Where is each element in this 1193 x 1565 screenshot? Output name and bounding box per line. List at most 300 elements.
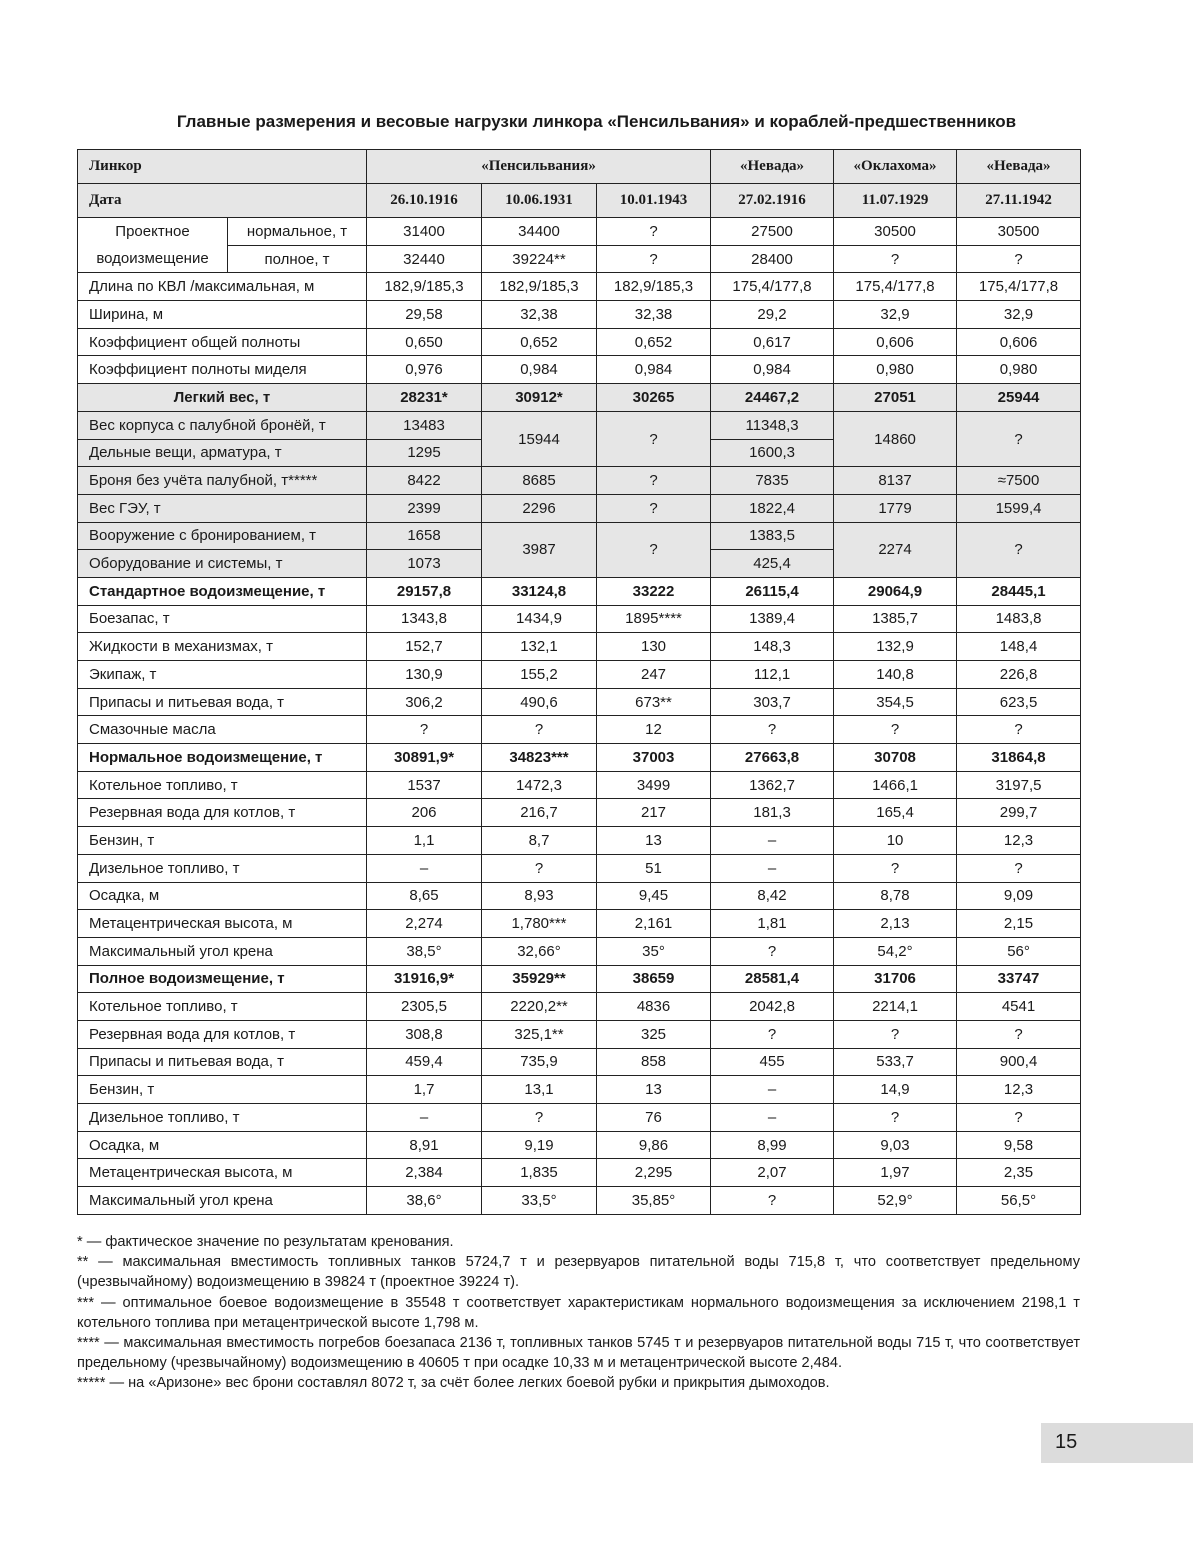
table-cell: – xyxy=(711,854,834,882)
table-cell: 8422 xyxy=(367,467,482,495)
table-cell: 56° xyxy=(957,937,1081,965)
table-row xyxy=(78,467,1081,495)
table-cell: 30500 xyxy=(834,218,957,246)
table-cell: 32,38 xyxy=(597,301,711,329)
table-cell: ? xyxy=(711,1187,834,1215)
table-cell: 26115,4 xyxy=(711,577,834,605)
row-label: Резервная вода для котлов, т xyxy=(78,799,367,827)
table-cell: 1599,4 xyxy=(957,494,1081,522)
table-cell: ? xyxy=(834,245,957,273)
table-cell: 32,9 xyxy=(834,301,957,329)
table-cell: 1385,7 xyxy=(834,605,957,633)
table-cell: 27500 xyxy=(711,218,834,246)
table-cell: ? xyxy=(957,854,1081,882)
table-cell: 2,07 xyxy=(711,1159,834,1187)
row-label: Метацентрическая высота, м xyxy=(78,910,367,938)
row-label: Бензин, т xyxy=(78,1076,367,1104)
table-cell: 673** xyxy=(597,688,711,716)
table-cell: 8,93 xyxy=(482,882,597,910)
table-cell: 9,86 xyxy=(597,1131,711,1159)
table-cell: ? xyxy=(597,467,711,495)
table-cell: 25944 xyxy=(957,384,1081,412)
header-row-dates xyxy=(78,184,1081,218)
table-cell: 35929** xyxy=(482,965,597,993)
table-cell: 0,650 xyxy=(367,328,482,356)
table-cell: 247 xyxy=(597,661,711,689)
table-cell: 1,1 xyxy=(367,827,482,855)
table-cell: 490,6 xyxy=(482,688,597,716)
table-cell: 54,2° xyxy=(834,937,957,965)
table-cell: 2,161 xyxy=(597,910,711,938)
table-row xyxy=(78,1159,1081,1187)
row-label: Максимальный угол крена xyxy=(78,1187,367,1215)
table-row xyxy=(78,273,1081,301)
table-cell: 1466,1 xyxy=(834,771,957,799)
table-cell: 0,617 xyxy=(711,328,834,356)
table-row xyxy=(78,522,1081,550)
row-label: Стандартное водоизмещение, т xyxy=(78,577,367,605)
table-cell: 0,606 xyxy=(834,328,957,356)
table-cell: ? xyxy=(597,494,711,522)
table-cell: ? xyxy=(957,245,1081,273)
table-cell: 1895**** xyxy=(597,605,711,633)
table-row xyxy=(78,384,1081,412)
date-cell: 10.06.1931 xyxy=(482,184,597,218)
table-cell: ? xyxy=(957,1104,1081,1132)
table-cell: 175,4/177,8 xyxy=(957,273,1081,301)
header-oklahoma: «Оклахома» xyxy=(834,150,957,184)
table-cell: 28445,1 xyxy=(957,577,1081,605)
table-cell: 34400 xyxy=(482,218,597,246)
table-cell: 12,3 xyxy=(957,827,1081,855)
table-cell: 13 xyxy=(597,1076,711,1104)
table-cell: 3987 xyxy=(482,522,597,577)
table-cell: 8,78 xyxy=(834,882,957,910)
table-cell: 1,7 xyxy=(367,1076,482,1104)
table-cell: – xyxy=(711,827,834,855)
row-label: Легкий вес, т xyxy=(78,384,367,412)
table-cell: 182,9/185,3 xyxy=(597,273,711,301)
table-row xyxy=(78,1020,1081,1048)
row-label: Осадка, м xyxy=(78,882,367,910)
table-row xyxy=(78,1048,1081,1076)
table-cell: 4836 xyxy=(597,993,711,1021)
table-cell: 459,4 xyxy=(367,1048,482,1076)
table-cell: 8,99 xyxy=(711,1131,834,1159)
table-cell: 216,7 xyxy=(482,799,597,827)
table-cell: 325,1** xyxy=(482,1020,597,1048)
table-cell: 29,58 xyxy=(367,301,482,329)
table-cell: 900,4 xyxy=(957,1048,1081,1076)
row-label: Проектное xyxy=(78,218,228,246)
table-cell: ? xyxy=(834,716,957,744)
table-cell: 1822,4 xyxy=(711,494,834,522)
table-cell: 354,5 xyxy=(834,688,957,716)
table-cell: 0,652 xyxy=(597,328,711,356)
header-row-ships xyxy=(78,150,1081,184)
row-label: Боезапас, т xyxy=(78,605,367,633)
ship-data-table xyxy=(77,149,1081,1215)
table-cell: 33124,8 xyxy=(482,577,597,605)
row-label: Ширина, м xyxy=(78,301,367,329)
table-row xyxy=(78,218,1081,246)
table-row xyxy=(78,937,1081,965)
table-cell: ? xyxy=(957,411,1081,466)
table-cell: 8685 xyxy=(482,467,597,495)
table-cell: 2,274 xyxy=(367,910,482,938)
table-cell: 9,19 xyxy=(482,1131,597,1159)
date-cell: 26.10.1916 xyxy=(367,184,482,218)
table-cell: 206 xyxy=(367,799,482,827)
ship-label: Линкор xyxy=(78,150,367,184)
table-cell: 148,3 xyxy=(711,633,834,661)
table-cell: ? xyxy=(597,218,711,246)
table-cell: 30500 xyxy=(957,218,1081,246)
header-pennsylvania: «Пенсильвания» xyxy=(367,150,711,184)
table-cell: 623,5 xyxy=(957,688,1081,716)
row-sublabel: нормальное, т xyxy=(228,218,367,246)
table-cell: ? xyxy=(597,245,711,273)
table-cell: 858 xyxy=(597,1048,711,1076)
table-cell: 13 xyxy=(597,827,711,855)
table-cell: 1658 xyxy=(367,522,482,550)
table-row xyxy=(78,577,1081,605)
row-label: Смазочные масла xyxy=(78,716,367,744)
table-cell: 1383,5 xyxy=(711,522,834,550)
table-row xyxy=(78,744,1081,772)
table-cell: ? xyxy=(711,716,834,744)
table-cell: ? xyxy=(834,854,957,882)
table-cell: 2296 xyxy=(482,494,597,522)
table-cell: 1779 xyxy=(834,494,957,522)
table-cell: 2399 xyxy=(367,494,482,522)
table-cell: 29157,8 xyxy=(367,577,482,605)
table-cell: 14860 xyxy=(834,411,957,466)
table-row xyxy=(78,356,1081,384)
table-row xyxy=(78,716,1081,744)
table-cell: ? xyxy=(711,937,834,965)
table-cell: 175,4/177,8 xyxy=(711,273,834,301)
footnote: ***** — на «Аризоне» вес брони составлял 8072 т, за счёт более легких боевой рубки и прикрытия дымоходов. xyxy=(77,1375,830,1392)
table-row xyxy=(78,411,1081,439)
table-row xyxy=(78,688,1081,716)
table-cell: 1295 xyxy=(367,439,482,467)
table-cell: 2274 xyxy=(834,522,957,577)
table-cell: 1434,9 xyxy=(482,605,597,633)
row-label: Коэффициент полноты миделя xyxy=(78,356,367,384)
row-label: Экипаж, т xyxy=(78,661,367,689)
table-cell: ? xyxy=(482,1104,597,1132)
table-cell: 1343,8 xyxy=(367,605,482,633)
table-cell: 217 xyxy=(597,799,711,827)
header-nevada-2: «Невада» xyxy=(957,150,1081,184)
table-cell: 7835 xyxy=(711,467,834,495)
table-row xyxy=(78,827,1081,855)
table-cell: 13,1 xyxy=(482,1076,597,1104)
table-cell: 28400 xyxy=(711,245,834,273)
table-row xyxy=(78,661,1081,689)
table-cell: 28231* xyxy=(367,384,482,412)
table-cell: – xyxy=(711,1076,834,1104)
table-cell: 39224** xyxy=(482,245,597,273)
table-cell: 9,45 xyxy=(597,882,711,910)
table-cell: ? xyxy=(597,411,711,466)
table-cell: 52,9° xyxy=(834,1187,957,1215)
row-label: Броня без учёта палубной, т***** xyxy=(78,467,367,495)
row-label: Котельное топливо, т xyxy=(78,993,367,1021)
table-cell: 9,03 xyxy=(834,1131,957,1159)
table-cell: 15944 xyxy=(482,411,597,466)
table-cell: 182,9/185,3 xyxy=(367,273,482,301)
footnote: * — фактическое значение по результатам кренования. xyxy=(77,1234,454,1250)
table-cell: 10 xyxy=(834,827,957,855)
table-cell: ? xyxy=(957,716,1081,744)
table-cell: 1,97 xyxy=(834,1159,957,1187)
table-cell: 299,7 xyxy=(957,799,1081,827)
table-row xyxy=(78,771,1081,799)
table-cell: 31706 xyxy=(834,965,957,993)
table-cell: 35° xyxy=(597,937,711,965)
table-cell: 455 xyxy=(711,1048,834,1076)
table-cell: 1389,4 xyxy=(711,605,834,633)
table-cell: 735,9 xyxy=(482,1048,597,1076)
table-cell: 1537 xyxy=(367,771,482,799)
row-label: Жидкости в механизмах, т xyxy=(78,633,367,661)
table-cell: 1600,3 xyxy=(711,439,834,467)
date-cell: 10.01.1943 xyxy=(597,184,711,218)
row-label: водоизмещение xyxy=(78,245,228,273)
table-cell: 31400 xyxy=(367,218,482,246)
table-cell: 130 xyxy=(597,633,711,661)
table-cell: 38659 xyxy=(597,965,711,993)
table-cell: 30708 xyxy=(834,744,957,772)
table-cell: 1362,7 xyxy=(711,771,834,799)
table-cell: 38,5° xyxy=(367,937,482,965)
table-cell: 30891,9* xyxy=(367,744,482,772)
table-cell: 33747 xyxy=(957,965,1081,993)
table-cell: – xyxy=(711,1104,834,1132)
table-cell: 8,42 xyxy=(711,882,834,910)
table-cell: 148,4 xyxy=(957,633,1081,661)
table-cell: 1483,8 xyxy=(957,605,1081,633)
table-cell: 2,15 xyxy=(957,910,1081,938)
table-cell: ? xyxy=(834,1020,957,1048)
row-label: Метацентрическая высота, м xyxy=(78,1159,367,1187)
table-cell: 27051 xyxy=(834,384,957,412)
table-cell: 12 xyxy=(597,716,711,744)
table-cell: 303,7 xyxy=(711,688,834,716)
table-row xyxy=(78,1187,1081,1215)
row-label: Вес ГЭУ, т xyxy=(78,494,367,522)
table-cell: ? xyxy=(834,1104,957,1132)
table-cell: 28581,4 xyxy=(711,965,834,993)
table-cell: 1,81 xyxy=(711,910,834,938)
table-cell: 35,85° xyxy=(597,1187,711,1215)
table-cell: 1,835 xyxy=(482,1159,597,1187)
table-cell: 2220,2** xyxy=(482,993,597,1021)
table-cell: 3499 xyxy=(597,771,711,799)
table-cell: 32440 xyxy=(367,245,482,273)
row-label: Резервная вода для котлов, т xyxy=(78,1020,367,1048)
table-cell: ? xyxy=(482,854,597,882)
table-cell: 29064,9 xyxy=(834,577,957,605)
date-cell: 27.02.1916 xyxy=(711,184,834,218)
table-cell: – xyxy=(367,854,482,882)
table-cell: 165,4 xyxy=(834,799,957,827)
table-cell: 112,1 xyxy=(711,661,834,689)
table-cell: 27663,8 xyxy=(711,744,834,772)
table-row xyxy=(78,494,1081,522)
table-cell: ? xyxy=(957,522,1081,577)
table-cell: 51 xyxy=(597,854,711,882)
table-cell: 30265 xyxy=(597,384,711,412)
table-cell: 14,9 xyxy=(834,1076,957,1104)
table-cell: 152,7 xyxy=(367,633,482,661)
table-cell: 533,7 xyxy=(834,1048,957,1076)
row-sublabel: полное, т xyxy=(228,245,367,273)
table-cell: 181,3 xyxy=(711,799,834,827)
table-cell: 24467,2 xyxy=(711,384,834,412)
table-cell: 226,8 xyxy=(957,661,1081,689)
table-row xyxy=(78,605,1081,633)
page-number: 15 xyxy=(1055,1431,1078,1453)
table-cell: ? xyxy=(597,522,711,577)
table-cell: 0,984 xyxy=(482,356,597,384)
row-label: Коэффициент общей полноты xyxy=(78,328,367,356)
date-cell: 27.11.1942 xyxy=(957,184,1081,218)
table-row xyxy=(78,633,1081,661)
table-cell: 76 xyxy=(597,1104,711,1132)
table-row xyxy=(78,965,1081,993)
table-cell: 31916,9* xyxy=(367,965,482,993)
row-label: Бензин, т xyxy=(78,827,367,855)
table-cell: ? xyxy=(711,1020,834,1048)
table-cell: 175,4/177,8 xyxy=(834,273,957,301)
table-cell: 9,58 xyxy=(957,1131,1081,1159)
table-cell: 8,65 xyxy=(367,882,482,910)
row-label: Полное водоизмещение, т xyxy=(78,965,367,993)
table-cell: 308,8 xyxy=(367,1020,482,1048)
table-row xyxy=(78,301,1081,329)
table-cell: 2042,8 xyxy=(711,993,834,1021)
row-label: Длина по КВЛ /максимальная, м xyxy=(78,273,367,301)
table-cell: 30912* xyxy=(482,384,597,412)
table-cell: 33,5° xyxy=(482,1187,597,1215)
table-cell: 32,38 xyxy=(482,301,597,329)
table-cell: 0,976 xyxy=(367,356,482,384)
row-label: Максимальный угол крена xyxy=(78,937,367,965)
table-cell: 325 xyxy=(597,1020,711,1048)
table-cell: 8137 xyxy=(834,467,957,495)
row-label: Осадка, м xyxy=(78,1131,367,1159)
table-cell: 8,91 xyxy=(367,1131,482,1159)
footnote: ** — максимальная вместимость топливных танков 5724,7 т и резервуаров питательной воды 715,8 т, что соответствует предельному (чрезвычайному) водоизмещению в 39824 т (проектное 39224 т). xyxy=(77,1254,1080,1291)
date-label: Дата xyxy=(78,184,367,218)
table-cell: 33222 xyxy=(597,577,711,605)
table-cell: 306,2 xyxy=(367,688,482,716)
table-row xyxy=(78,882,1081,910)
footnotes xyxy=(77,1232,1080,1394)
row-label: Нормальное водоизмещение, т xyxy=(78,744,367,772)
table-cell: ? xyxy=(482,716,597,744)
table-cell: 2,13 xyxy=(834,910,957,938)
page-number-box xyxy=(1041,1423,1193,1463)
table-cell: 32,9 xyxy=(957,301,1081,329)
table-cell: 2,295 xyxy=(597,1159,711,1187)
table-cell: 0,980 xyxy=(834,356,957,384)
footnote: **** — максимальная вместимость погребов боезапаса 2136 т, топливных танков 5745 т и резервуаров питательной воды 715 т, что соответствует предельному (чрезвычайному) водоизмещению в 40605 т при осадке 10,33 м и метацентрической высоте 2,484. xyxy=(77,1335,1080,1372)
table-cell: 425,4 xyxy=(711,550,834,578)
footnote: *** — оптимальное боевое водоизмещение в 35548 т соответствует характеристикам нормального водоизмещения за исключением 2198,1 т котельного топлива при метацентрической высоте 1,798 м. xyxy=(77,1294,1080,1331)
row-label: Припасы и питьевая вода, т xyxy=(78,688,367,716)
table-cell: 2,35 xyxy=(957,1159,1081,1187)
row-label: Вес корпуса с палубной бронёй, т xyxy=(78,411,367,439)
table-cell: 2214,1 xyxy=(834,993,957,1021)
table-cell: 8,7 xyxy=(482,827,597,855)
date-cell: 11.07.1929 xyxy=(834,184,957,218)
table-row xyxy=(78,1131,1081,1159)
table-cell: 130,9 xyxy=(367,661,482,689)
table-cell: 1,780*** xyxy=(482,910,597,938)
table-cell: 37003 xyxy=(597,744,711,772)
table-cell: 31864,8 xyxy=(957,744,1081,772)
table-cell: 12,3 xyxy=(957,1076,1081,1104)
row-label: Дизельное топливо, т xyxy=(78,1104,367,1132)
table-cell: ? xyxy=(367,716,482,744)
table-cell: ≈7500 xyxy=(957,467,1081,495)
table-cell: 13483 xyxy=(367,411,482,439)
table-row xyxy=(78,854,1081,882)
table-cell: ? xyxy=(957,1020,1081,1048)
table-cell: – xyxy=(367,1104,482,1132)
table-cell: 1472,3 xyxy=(482,771,597,799)
table-row xyxy=(78,1104,1081,1132)
table-cell: 0,980 xyxy=(957,356,1081,384)
row-label: Котельное топливо, т xyxy=(78,771,367,799)
table-cell: 1073 xyxy=(367,550,482,578)
table-cell: 38,6° xyxy=(367,1187,482,1215)
table-row xyxy=(78,799,1081,827)
table-cell: 0,984 xyxy=(711,356,834,384)
table-row xyxy=(78,1076,1081,1104)
row-label: Дельные вещи, арматура, т xyxy=(78,439,367,467)
table-cell: 56,5° xyxy=(957,1187,1081,1215)
table-cell: 2,384 xyxy=(367,1159,482,1187)
table-cell: 3197,5 xyxy=(957,771,1081,799)
table-cell: 132,1 xyxy=(482,633,597,661)
table-row xyxy=(78,245,1081,273)
table-cell: 11348,3 xyxy=(711,411,834,439)
table-cell: 2305,5 xyxy=(367,993,482,1021)
table-cell: 29,2 xyxy=(711,301,834,329)
header-nevada-1: «Невада» xyxy=(711,150,834,184)
row-label: Вооружение с бронированием, т xyxy=(78,522,367,550)
table-cell: 182,9/185,3 xyxy=(482,273,597,301)
table-cell: 4541 xyxy=(957,993,1081,1021)
table-cell: 132,9 xyxy=(834,633,957,661)
row-label: Припасы и питьевая вода, т xyxy=(78,1048,367,1076)
table-cell: 155,2 xyxy=(482,661,597,689)
table-row xyxy=(78,910,1081,938)
table-row xyxy=(78,993,1081,1021)
table-cell: 0,652 xyxy=(482,328,597,356)
table-cell: 34823*** xyxy=(482,744,597,772)
table-cell: 32,66° xyxy=(482,937,597,965)
table-cell: 0,606 xyxy=(957,328,1081,356)
table-cell: 9,09 xyxy=(957,882,1081,910)
table-cell: 0,984 xyxy=(597,356,711,384)
row-label: Оборудование и системы, т xyxy=(78,550,367,578)
